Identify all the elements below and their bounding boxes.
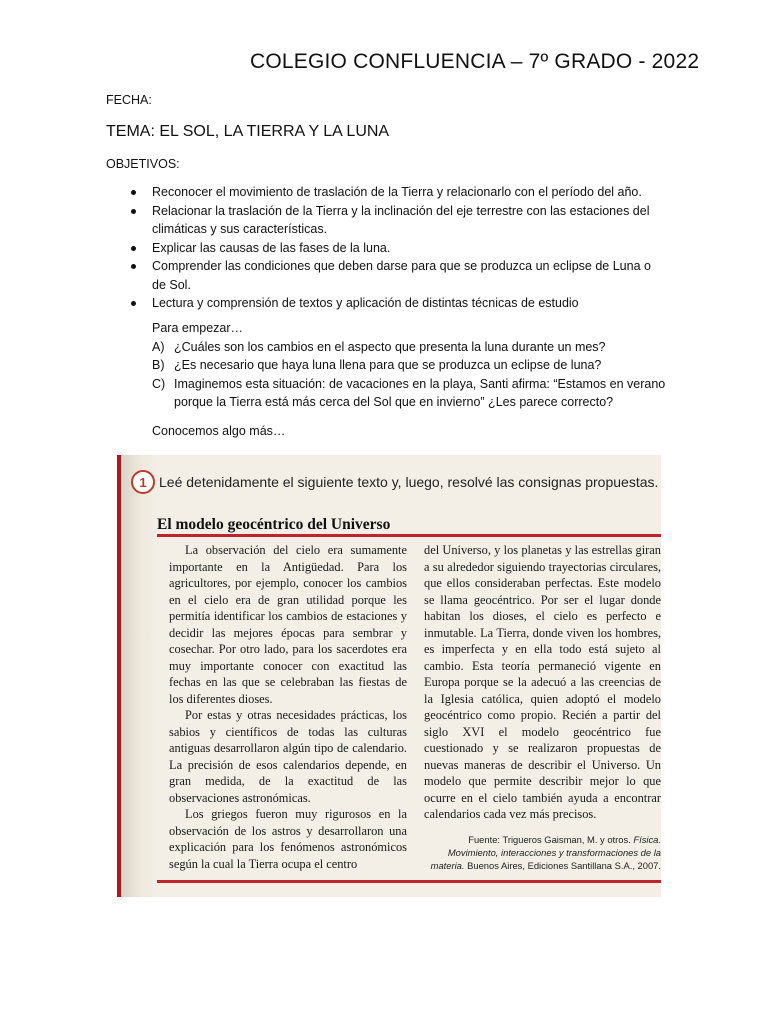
preguntas-list bbox=[152, 338, 672, 412]
paragraph: La observación del cielo era sumamente importante en la Antigüedad. Para los agricultores, por ejemplo, conocer los cambios en el cielo era de gran utilidad porque les permitía identificar los cambios de estaciones y decidir las mejores épocas para sembrar y cosechar. Por otro lado, para los sacerdotes era muy importante conocer con exactitud las fechas en las que se celebraban las fiestas de los diferentes dioses. bbox=[169, 543, 407, 706]
bottom-rule bbox=[157, 880, 661, 883]
citation-authors: Fuente: Trigueros Gaisman, M. y otros. bbox=[468, 834, 631, 845]
objetivo-item: Comprender las condiciones que deben darse para que se produzca un eclipse de Luna o de Sol. bbox=[128, 257, 668, 294]
para-empezar-section bbox=[152, 319, 672, 412]
excerpt-title: El modelo geocéntrico del Universo bbox=[157, 516, 391, 533]
pregunta-item bbox=[152, 338, 672, 357]
fecha-label: FECHA: bbox=[106, 93, 152, 107]
para-empezar-label: Para empezar… bbox=[152, 321, 244, 335]
activity-instruction bbox=[131, 470, 658, 494]
paragraph: Los griegos fueron muy rigurosos en la observación de los astros y desarrollaron una explicación para los fenómenos astronómicos según la cual la Tierra ocupa el centro bbox=[169, 807, 407, 871]
conocemos-label: Conocemos algo más… bbox=[152, 424, 286, 438]
pregunta-text: ¿Es necesario que haya luna llena para que se produzca un eclipse de luna? bbox=[174, 358, 602, 372]
page-gutter-shadow bbox=[121, 455, 157, 897]
pregunta-text: ¿Cuáles son los cambios en el aspecto que presenta la luna durante un mes? bbox=[174, 339, 606, 354]
textbook-excerpt bbox=[117, 455, 661, 897]
pregunta-letter: B) bbox=[152, 358, 165, 372]
pregunta-item bbox=[152, 356, 672, 375]
page-title: COLEGIO CONFLUENCIA – 7º GRADO - 2022 bbox=[250, 50, 700, 73]
objetivos-list bbox=[128, 183, 668, 313]
objetivo-item: Reconocer el movimiento de traslación de la Tierra y relacionarlo con el período del año. bbox=[128, 183, 668, 202]
pregunta-letter: A) bbox=[152, 339, 165, 354]
source-citation bbox=[424, 833, 661, 872]
citation-book-title: Física. Movimiento, interacciones y transformaciones de la materia. bbox=[430, 834, 661, 871]
tema-heading: TEMA: EL SOL, LA TIERRA Y LA LUNA bbox=[106, 123, 390, 140]
pregunta-text: Imaginemos esta situación: de vacaciones en la playa, Santi afirma: “Estamos en verano porque la Tierra está más cerca del Sol que en invierno” ¿Les parece correcto? bbox=[174, 376, 666, 409]
instruction-text: Leé detenidamente el siguiente texto y, luego, resolvé las consignas propuestas. bbox=[159, 474, 659, 490]
objetivos-label: OBJETIVOS: bbox=[106, 157, 180, 171]
paragraph: Por estas y otras necesidades prácticas, los sabios y científicos de todas las culturas antiguas desarrollaron algún tipo de calendario. La precisión de esos calendarios depende, en gran medida, de la exactitud de las observaciones astronómicas. bbox=[169, 708, 407, 805]
objetivo-item: Explicar las causas de las fases de la luna. bbox=[128, 239, 668, 258]
excerpt-column-right bbox=[424, 542, 661, 823]
paragraph: del Universo, y los planetas y las estrellas giran a su alrededor siguiendo trayectorias circulares, que ellos consideraban perfectas. Este modelo se llama geocéntrico. Por ser el lugar donde habitan los dioses, el cielo es perfecto e inmutable. La Tierra, donde viven los hombres, es imperfecta y en ella todo está sujeto al cambio. Esta teoría permaneció vigente en Europa porque se la adecuó a las creencias de la Iglesia católica, quien adoptó el modelo geocéntrico como propio. Recién a partir del siglo XVI el modelo geocéntrico fue cuestionado y se realizaron propuestas de nuevas maneras de describir el Universo. Un modelo que permite describir mejor lo que ocurre en el cielo también ayuda a encontrar calendarios cada vez más precisos. bbox=[424, 543, 661, 821]
title-rule bbox=[157, 534, 661, 537]
objetivo-item: Relacionar la traslación de la Tierra y la inclinación del eje terrestre con las estaciones del climáticas y sus características. bbox=[128, 202, 668, 239]
pregunta-letter: C) bbox=[152, 376, 166, 391]
excerpt-column-left bbox=[169, 542, 407, 872]
objetivo-item: Lectura y comprensión de textos y aplicación de distintas técnicas de estudio bbox=[128, 294, 668, 313]
citation-publisher: Buenos Aires, Ediciones Santillana S.A., 2007. bbox=[467, 860, 661, 871]
pregunta-item bbox=[152, 375, 672, 412]
activity-number-badge: 1 bbox=[131, 470, 155, 494]
